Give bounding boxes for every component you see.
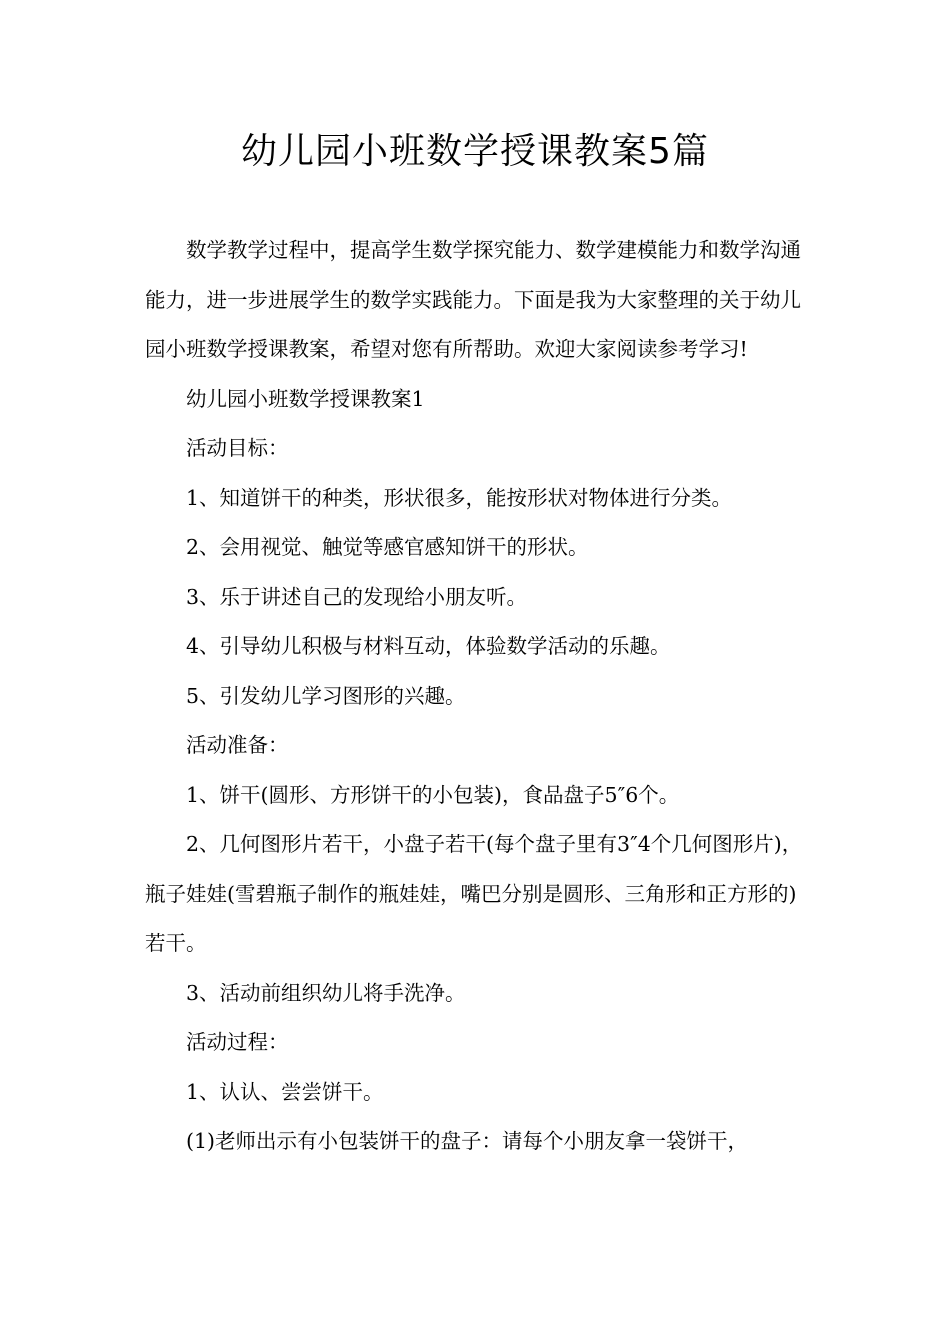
list-item: 2、会用视觉、触觉等感官感知饼干的形状。 [186, 535, 589, 559]
list-item: 1、知道饼干的种类，形状很多，能按形状对物体进行分类。 [186, 485, 733, 510]
list-item: (1)老师出示有小包装饼干的盘子：请每个小朋友拿一袋饼干， [186, 1129, 749, 1153]
list-item: 4、引导幼儿积极与材料互动，体验数学活动的乐趣。 [186, 634, 671, 658]
intro-paragraph: 数学教学过程中，提高学生数学探究能力、数学建模能力和数学沟通能力，进一步进展学生的数学实践能力。下面是我为大家整理的关于幼儿园小班数学授课教案，希望对您有所帮助。欢迎大家阅读参考学习! [145, 238, 801, 361]
list-item: 2、几何图形片若干，小盘子若干(每个盘子里有3″4个几何图形片)，瓶子娃娃(雪碧瓶子制作的瓶娃娃，嘴巴分别是圆形、三角形和正方形的)若干。 [145, 832, 803, 955]
document-title: 幼儿园小班数学授课教案5篇 [241, 131, 709, 172]
list-item: 5、引发幼儿学习图形的兴趣。 [186, 683, 466, 708]
list-item: 1、认认、尝尝饼干。 [186, 1079, 384, 1104]
list-item: 3、乐于讲述自己的发现给小朋友听。 [186, 584, 528, 609]
subheading-goals: 活动目标： [186, 436, 289, 460]
list-item: 3、活动前组织幼儿将手洗净。 [186, 980, 466, 1005]
list-item: 1、饼干(圆形、方形饼干的小包装)，食品盘子5″6个。 [186, 782, 680, 807]
subheading-process: 活动过程： [186, 1030, 289, 1054]
subheading-preparation: 活动准备： [186, 733, 289, 757]
section-heading: 幼儿园小班数学授课教案1 [186, 386, 425, 411]
document-body [145, 226, 805, 1167]
